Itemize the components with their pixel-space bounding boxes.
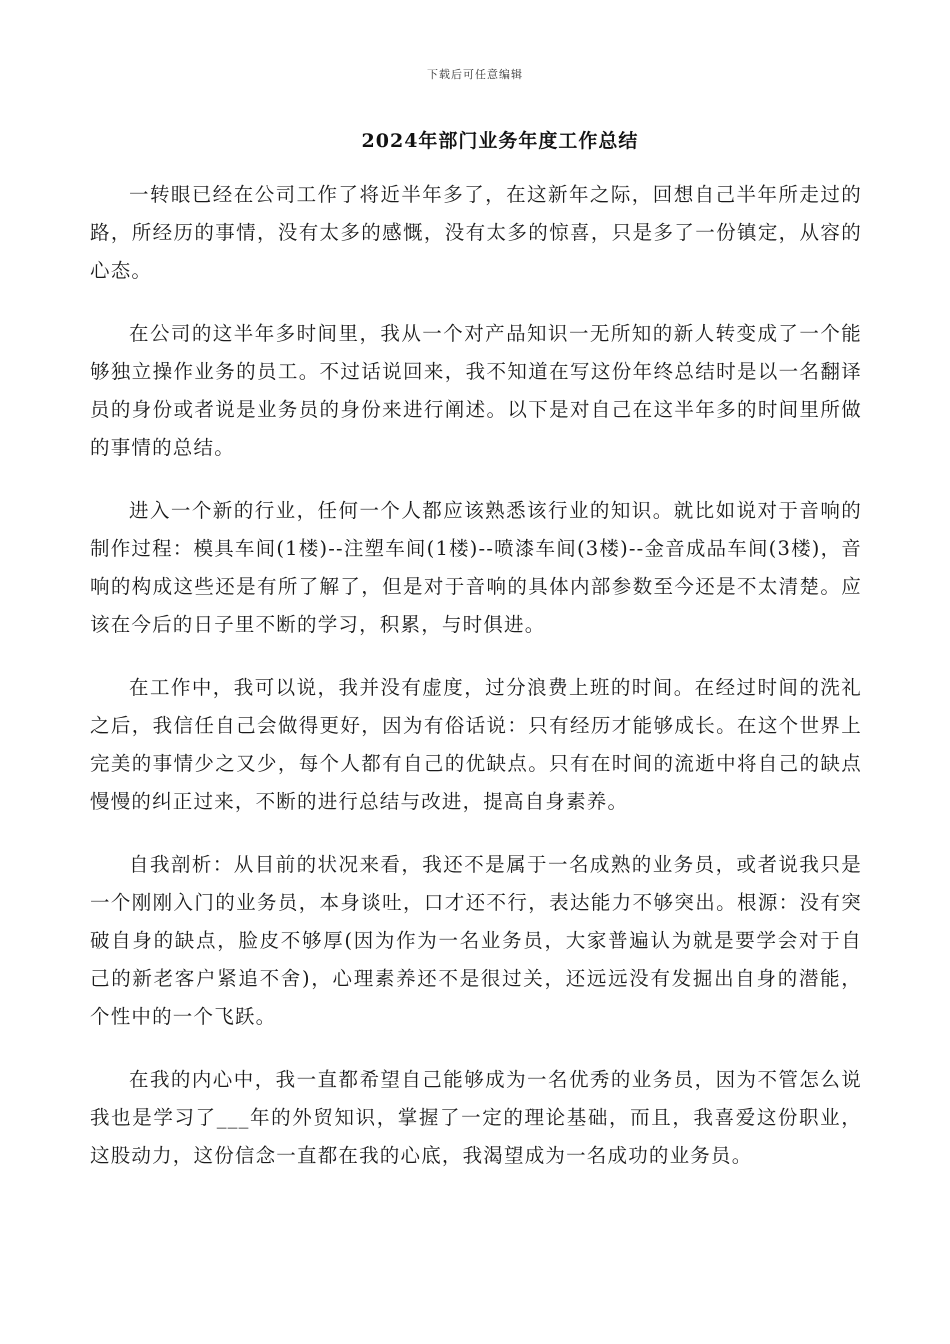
paragraph: 在我的内心中，我一直都希望自己能够成为一名优秀的业务员，因为不管怎么说我也是学习了___年的外贸知识，掌握了一定的理论基础，而且，我喜爱这份职业，这股动力，这份信念一直都在我的心底，我渴望成为一名成功的业务员。: [90, 1068, 862, 1167]
paragraph: 在工作中，我可以说，我并没有虚度，过分浪费上班的时间。在经过时间的洗礼之后，我信任自己会做得更好，因为有俗话说：只有经历才能够成长。在这个世界上完美的事情少之又少，每个人都有自己的优缺点。只有在时间的流逝中将自己的缺点慢慢的纠正过来，不断的进行总结与改进，提高自身素养。: [90, 676, 862, 813]
paragraph: 自我剖析：从目前的状况来看，我还不是属于一名成熟的业务员，或者说我只是一个刚刚入门的业务员，本身谈吐，口才还不行，表达能力不够突出。根源：没有突破自身的缺点，脸皮不够厚(因为作为一名业务员，大家普遍认为就是要学会对于自己的新老客户紧追不舍)，心理素养还不是很过关，还远远没有发掘出自身的潜能，个性中的一个飞跃。: [90, 853, 862, 1028]
document-title: 2024年部门业务年度工作总结: [361, 130, 639, 152]
paragraph: 一转眼已经在公司工作了将近半年多了，在这新年之际，回想自己半年所走过的路，所经历的事情，没有太多的感慨，没有太多的惊喜，只是多了一份镇定，从容的心态。: [90, 183, 862, 282]
header-note: 下载后可任意编辑: [427, 68, 523, 81]
paragraph: 在公司的这半年多时间里，我从一个对产品知识一无所知的新人转变成了一个能够独立操作业务的员工。不过话说回来，我不知道在写这份年终总结时是以一名翻译员的身份或者说是业务员的身份来进行阐述。以下是对自己在这半年多的时间里所做的事情的总结。: [90, 322, 862, 459]
document-body: [90, 176, 862, 1200]
paragraph: 进入一个新的行业，任何一个人都应该熟悉该行业的知识。就比如说对于音响的制作过程：模具车间(1楼)--注塑车间(1楼)--喷漆车间(3楼)--金音成品车间(3楼)，音响的构成这些还是有所了解了，但是对于音响的具体内部参数至今还是不太清楚。应该在今后的日子里不断的学习，积累，与时俱进。: [90, 499, 862, 636]
